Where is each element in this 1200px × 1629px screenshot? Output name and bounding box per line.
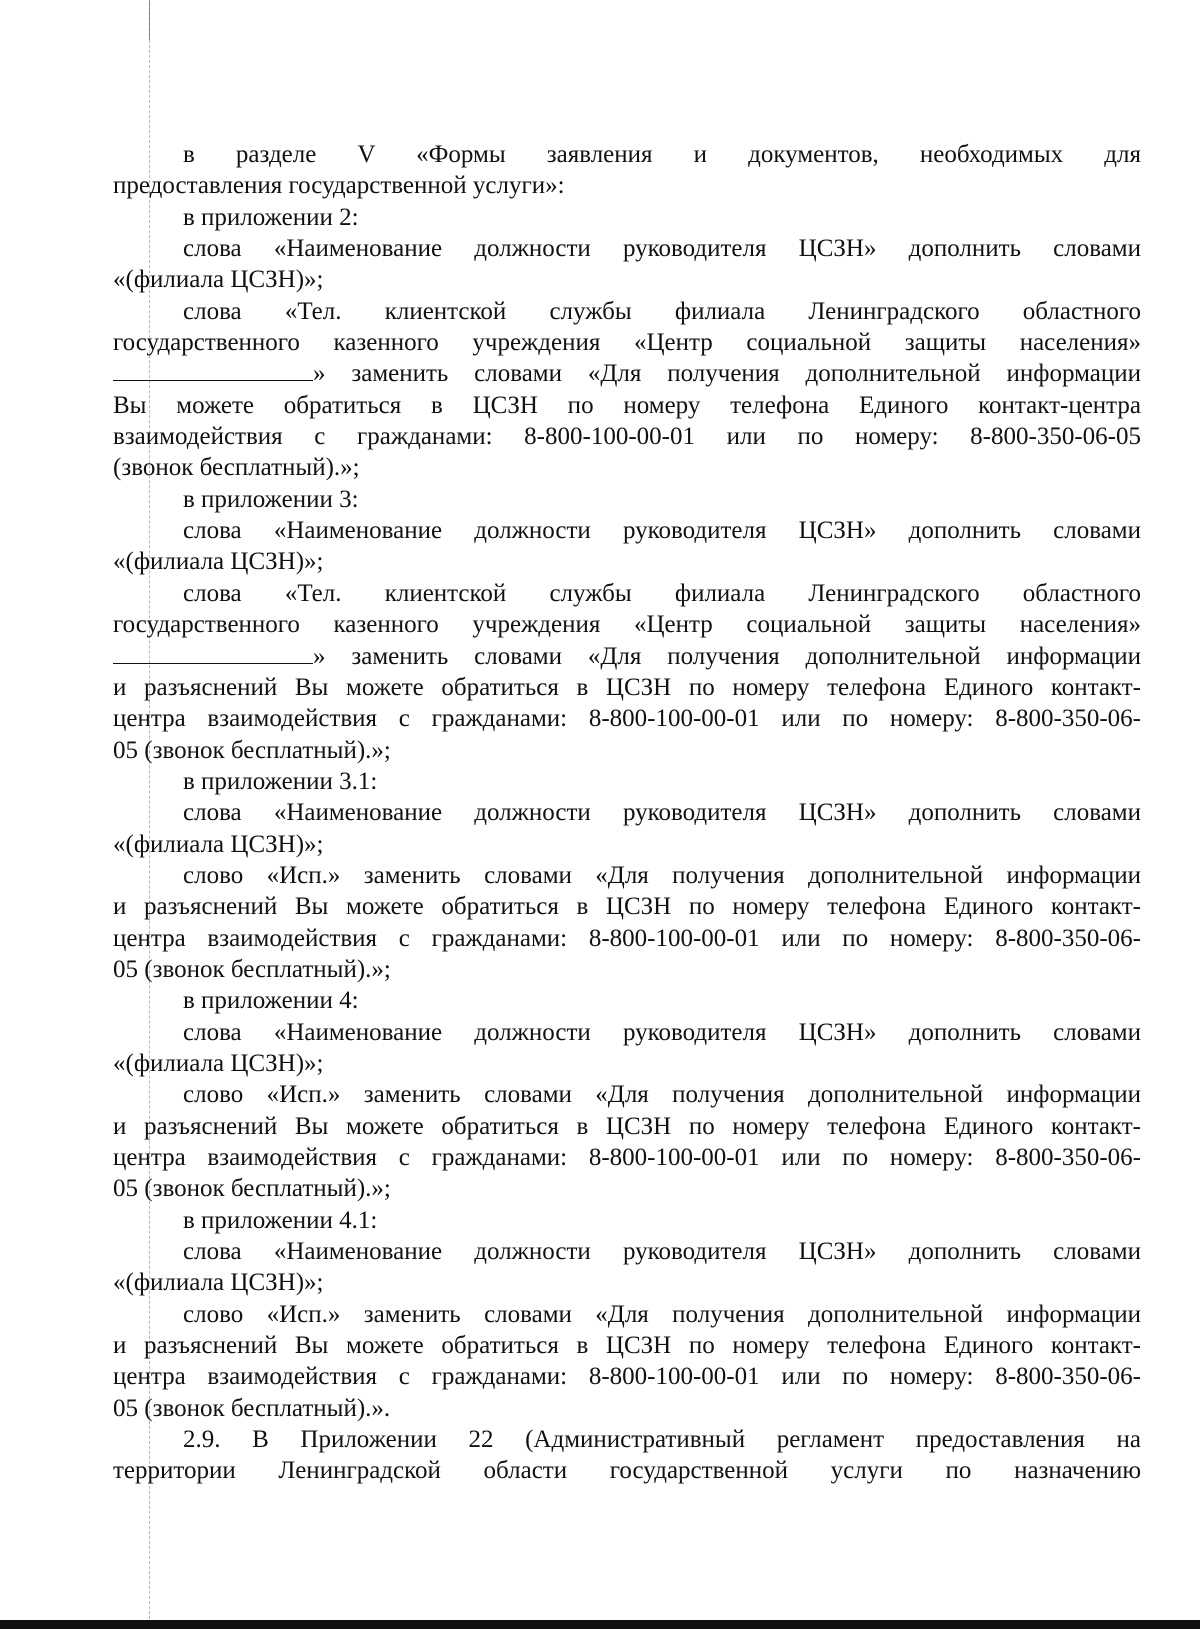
line-text: взаимодействия с гражданами: 8-800-100-00-01 или по номеру: 8-800-350-06-05 (113, 423, 1141, 451)
line-text: слово «Исп.» заменить словами «Для получения дополнительной информации (183, 861, 1141, 889)
text-line (113, 797, 1141, 828)
text-line (113, 860, 1141, 891)
text-line (113, 421, 1141, 452)
line-text: слова «Тел. клиентской службы филиала Ленинградского областного (183, 297, 1141, 325)
line-text: » заменить словами «Для получения дополнительной информации (313, 360, 1141, 388)
text-line (113, 1299, 1141, 1330)
text-line (113, 1111, 1141, 1142)
text-line (113, 1173, 1141, 1204)
text-line (113, 1330, 1141, 1361)
text-line (113, 829, 1141, 860)
line-text: и разъяснений Вы можете обратиться в ЦСЗН по номеру телефона Единого контакт- (113, 893, 1141, 921)
line-text: в приложении 4.1: (183, 1206, 378, 1234)
text-line (113, 923, 1141, 954)
line-text: слова «Наименование должности руководителя ЦСЗН» дополнить словами (183, 1018, 1141, 1046)
text-line (113, 1205, 1141, 1236)
text-line (113, 609, 1141, 640)
text-line (113, 1267, 1141, 1298)
line-text: «(филиала ЦСЗН)»; (113, 830, 324, 858)
text-line (113, 264, 1141, 295)
text-line (113, 766, 1141, 797)
text-line (113, 672, 1141, 703)
text-line (113, 578, 1141, 609)
line-text: слова «Наименование должности руководителя ЦСЗН» дополнить словами (183, 1238, 1141, 1266)
line-text: в приложении 3.1: (183, 767, 378, 795)
line-text: центра взаимодействия с гражданами: 8-800-100-00-01 или по номеру: 8-800-350-06- (113, 705, 1141, 733)
text-line (113, 139, 1141, 170)
text-line (113, 1079, 1141, 1110)
document-body (113, 139, 1141, 1487)
text-line (113, 327, 1141, 358)
text-line (113, 1424, 1141, 1455)
blank-field-underline (113, 643, 313, 664)
line-text: в приложении 2: (183, 203, 359, 231)
text-line (113, 515, 1141, 546)
text-line (113, 1455, 1141, 1486)
line-text: территории Ленинградской области государственной услуги по назначению (113, 1457, 1141, 1485)
text-line (113, 1048, 1141, 1079)
line-text: «(филиала ЦСЗН)»; (113, 548, 324, 576)
line-text: слова «Наименование должности руководителя ЦСЗН» дополнить словами (183, 799, 1141, 827)
line-text: 2.9. В Приложении 22 (Административный регламент предоставления на (183, 1426, 1141, 1454)
line-text: 05 (звонок бесплатный).». (113, 1394, 391, 1422)
text-line (113, 546, 1141, 577)
line-text: государственного казенного учреждения «Центр социальной защиты населения» (113, 329, 1141, 357)
line-text: «(филиала ЦСЗН)»; (113, 1269, 324, 1297)
text-line (113, 735, 1141, 766)
line-text: в разделе V «Формы заявления и документов, необходимых для (183, 141, 1141, 168)
text-line (113, 985, 1141, 1016)
text-line (113, 233, 1141, 264)
line-text: 05 (звонок бесплатный).»; (113, 1175, 391, 1203)
line-text: слово «Исп.» заменить словами «Для получения дополнительной информации (183, 1300, 1141, 1328)
text-line (113, 358, 1141, 389)
line-text: государственного казенного учреждения «Центр социальной защиты населения» (113, 611, 1141, 639)
line-text: слова «Наименование должности руководителя ЦСЗН» дополнить словами (183, 517, 1141, 545)
text-line (113, 1236, 1141, 1267)
line-text: предоставления государственной услуги»: (113, 172, 565, 200)
text-line (113, 891, 1141, 922)
line-text: слово «Исп.» заменить словами «Для получения дополнительной информации (183, 1081, 1141, 1109)
text-line (113, 1361, 1141, 1392)
text-line (113, 641, 1141, 672)
text-line (113, 1142, 1141, 1173)
line-text: «(филиала ЦСЗН)»; (113, 1049, 324, 1077)
text-line (113, 1017, 1141, 1048)
line-text: и разъяснений Вы можете обратиться в ЦСЗН по номеру телефона Единого контакт- (113, 1112, 1141, 1140)
line-text: центра взаимодействия с гражданами: 8-800-100-00-01 или по номеру: 8-800-350-06- (113, 924, 1141, 952)
line-text: центра взаимодействия с гражданами: 8-800-100-00-01 или по номеру: 8-800-350-06- (113, 1363, 1141, 1391)
line-text: » заменить словами «Для получения дополнительной информации (313, 642, 1141, 670)
text-line (113, 452, 1141, 483)
text-line (113, 954, 1141, 985)
line-text: и разъяснений Вы можете обратиться в ЦСЗН по номеру телефона Единого контакт- (113, 673, 1141, 701)
line-text: и разъяснений Вы можете обратиться в ЦСЗН по номеру телефона Единого контакт- (113, 1332, 1141, 1360)
text-line (113, 170, 1141, 201)
line-text: слова «Тел. клиентской службы филиала Ленинградского областного (183, 579, 1141, 607)
line-text: (звонок бесплатный).»; (113, 454, 360, 482)
text-line (113, 390, 1141, 421)
text-line (113, 703, 1141, 734)
line-text: Вы можете обратиться в ЦСЗН по номеру телефона Единого контакт-центра (113, 391, 1141, 419)
text-line (113, 202, 1141, 233)
line-text: «(филиала ЦСЗН)»; (113, 266, 324, 294)
text-line (113, 1393, 1141, 1424)
line-text: 05 (звонок бесплатный).»; (113, 736, 391, 764)
text-line (113, 296, 1141, 327)
line-text: слова «Наименование должности руководителя ЦСЗН» дополнить словами (183, 235, 1141, 263)
scan-artifact-bottom-bar (0, 1620, 1200, 1629)
text-line (113, 484, 1141, 515)
line-text: в приложении 3: (183, 485, 359, 513)
line-text: в приложении 4: (183, 987, 359, 1015)
line-text: 05 (звонок бесплатный).»; (113, 955, 391, 983)
blank-field-underline (113, 360, 313, 381)
line-text: центра взаимодействия с гражданами: 8-800-100-00-01 или по номеру: 8-800-350-06- (113, 1144, 1141, 1171)
